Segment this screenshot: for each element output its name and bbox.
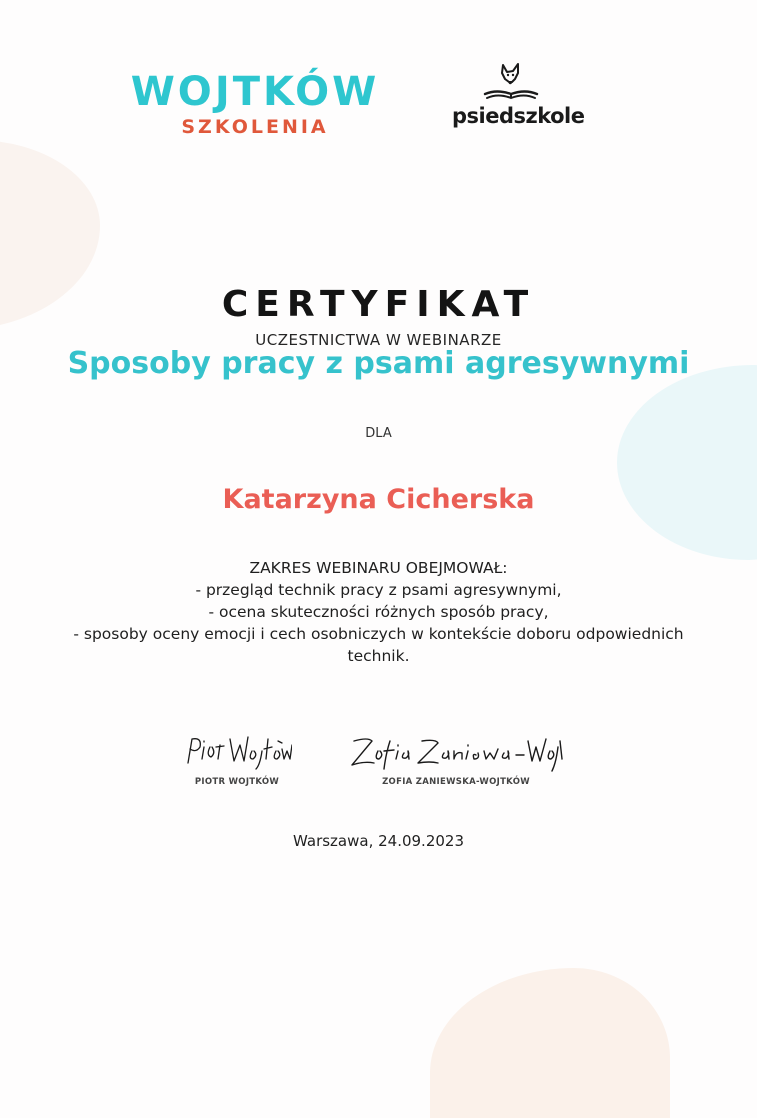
scope-item: - ocena skuteczności różnych sposób pracy,	[208, 603, 549, 621]
signer-name: ZOFIA ZANIEWSKA-WOJTKÓW	[382, 777, 530, 787]
decorative-blob-bottom	[430, 968, 670, 1118]
place-and-date: Warszawa, 24.09.2023	[293, 832, 464, 850]
decorative-blob-right	[617, 365, 757, 560]
logo-organizer-name: WOJTKÓW	[130, 69, 380, 115]
scope-item: - przegląd technik pracy z psami agresywnymi,	[195, 581, 562, 599]
signature-block-zofia	[340, 733, 572, 787]
scope-item: technik.	[347, 647, 410, 665]
scope-heading: ZAKRES WEBINARU OBEJMOWAŁ:	[249, 559, 508, 577]
participant-name: Katarzyna Cicherska	[222, 484, 535, 515]
signer-name: PIOTR WOJTKÓW	[194, 777, 280, 787]
psiedszkole-logo	[452, 62, 585, 128]
handwritten-signature	[182, 733, 292, 773]
handwritten-signature	[346, 733, 566, 773]
webinar-name: Sposoby pracy z psami agresywnymi	[67, 346, 690, 381]
certificate-title: CERTYFIKAT	[221, 284, 536, 325]
logo-organizer-sub: SZKOLENIA	[181, 116, 329, 138]
certificate-subtitle: UCZESTNICTWA W WEBINARZE	[255, 331, 502, 349]
scope-item: - sposoby oceny emocji i cech osobniczych w kontekście doboru odpowiednich	[73, 625, 684, 643]
for-label: DLA	[365, 426, 392, 441]
logo-partner-name: psiedszkole	[452, 104, 585, 128]
wojtkow-szkolenia-logo	[128, 68, 382, 138]
webinar-scope	[0, 557, 757, 667]
dog-reading-book-icon	[479, 62, 543, 102]
signature-block-piotr	[172, 733, 302, 787]
